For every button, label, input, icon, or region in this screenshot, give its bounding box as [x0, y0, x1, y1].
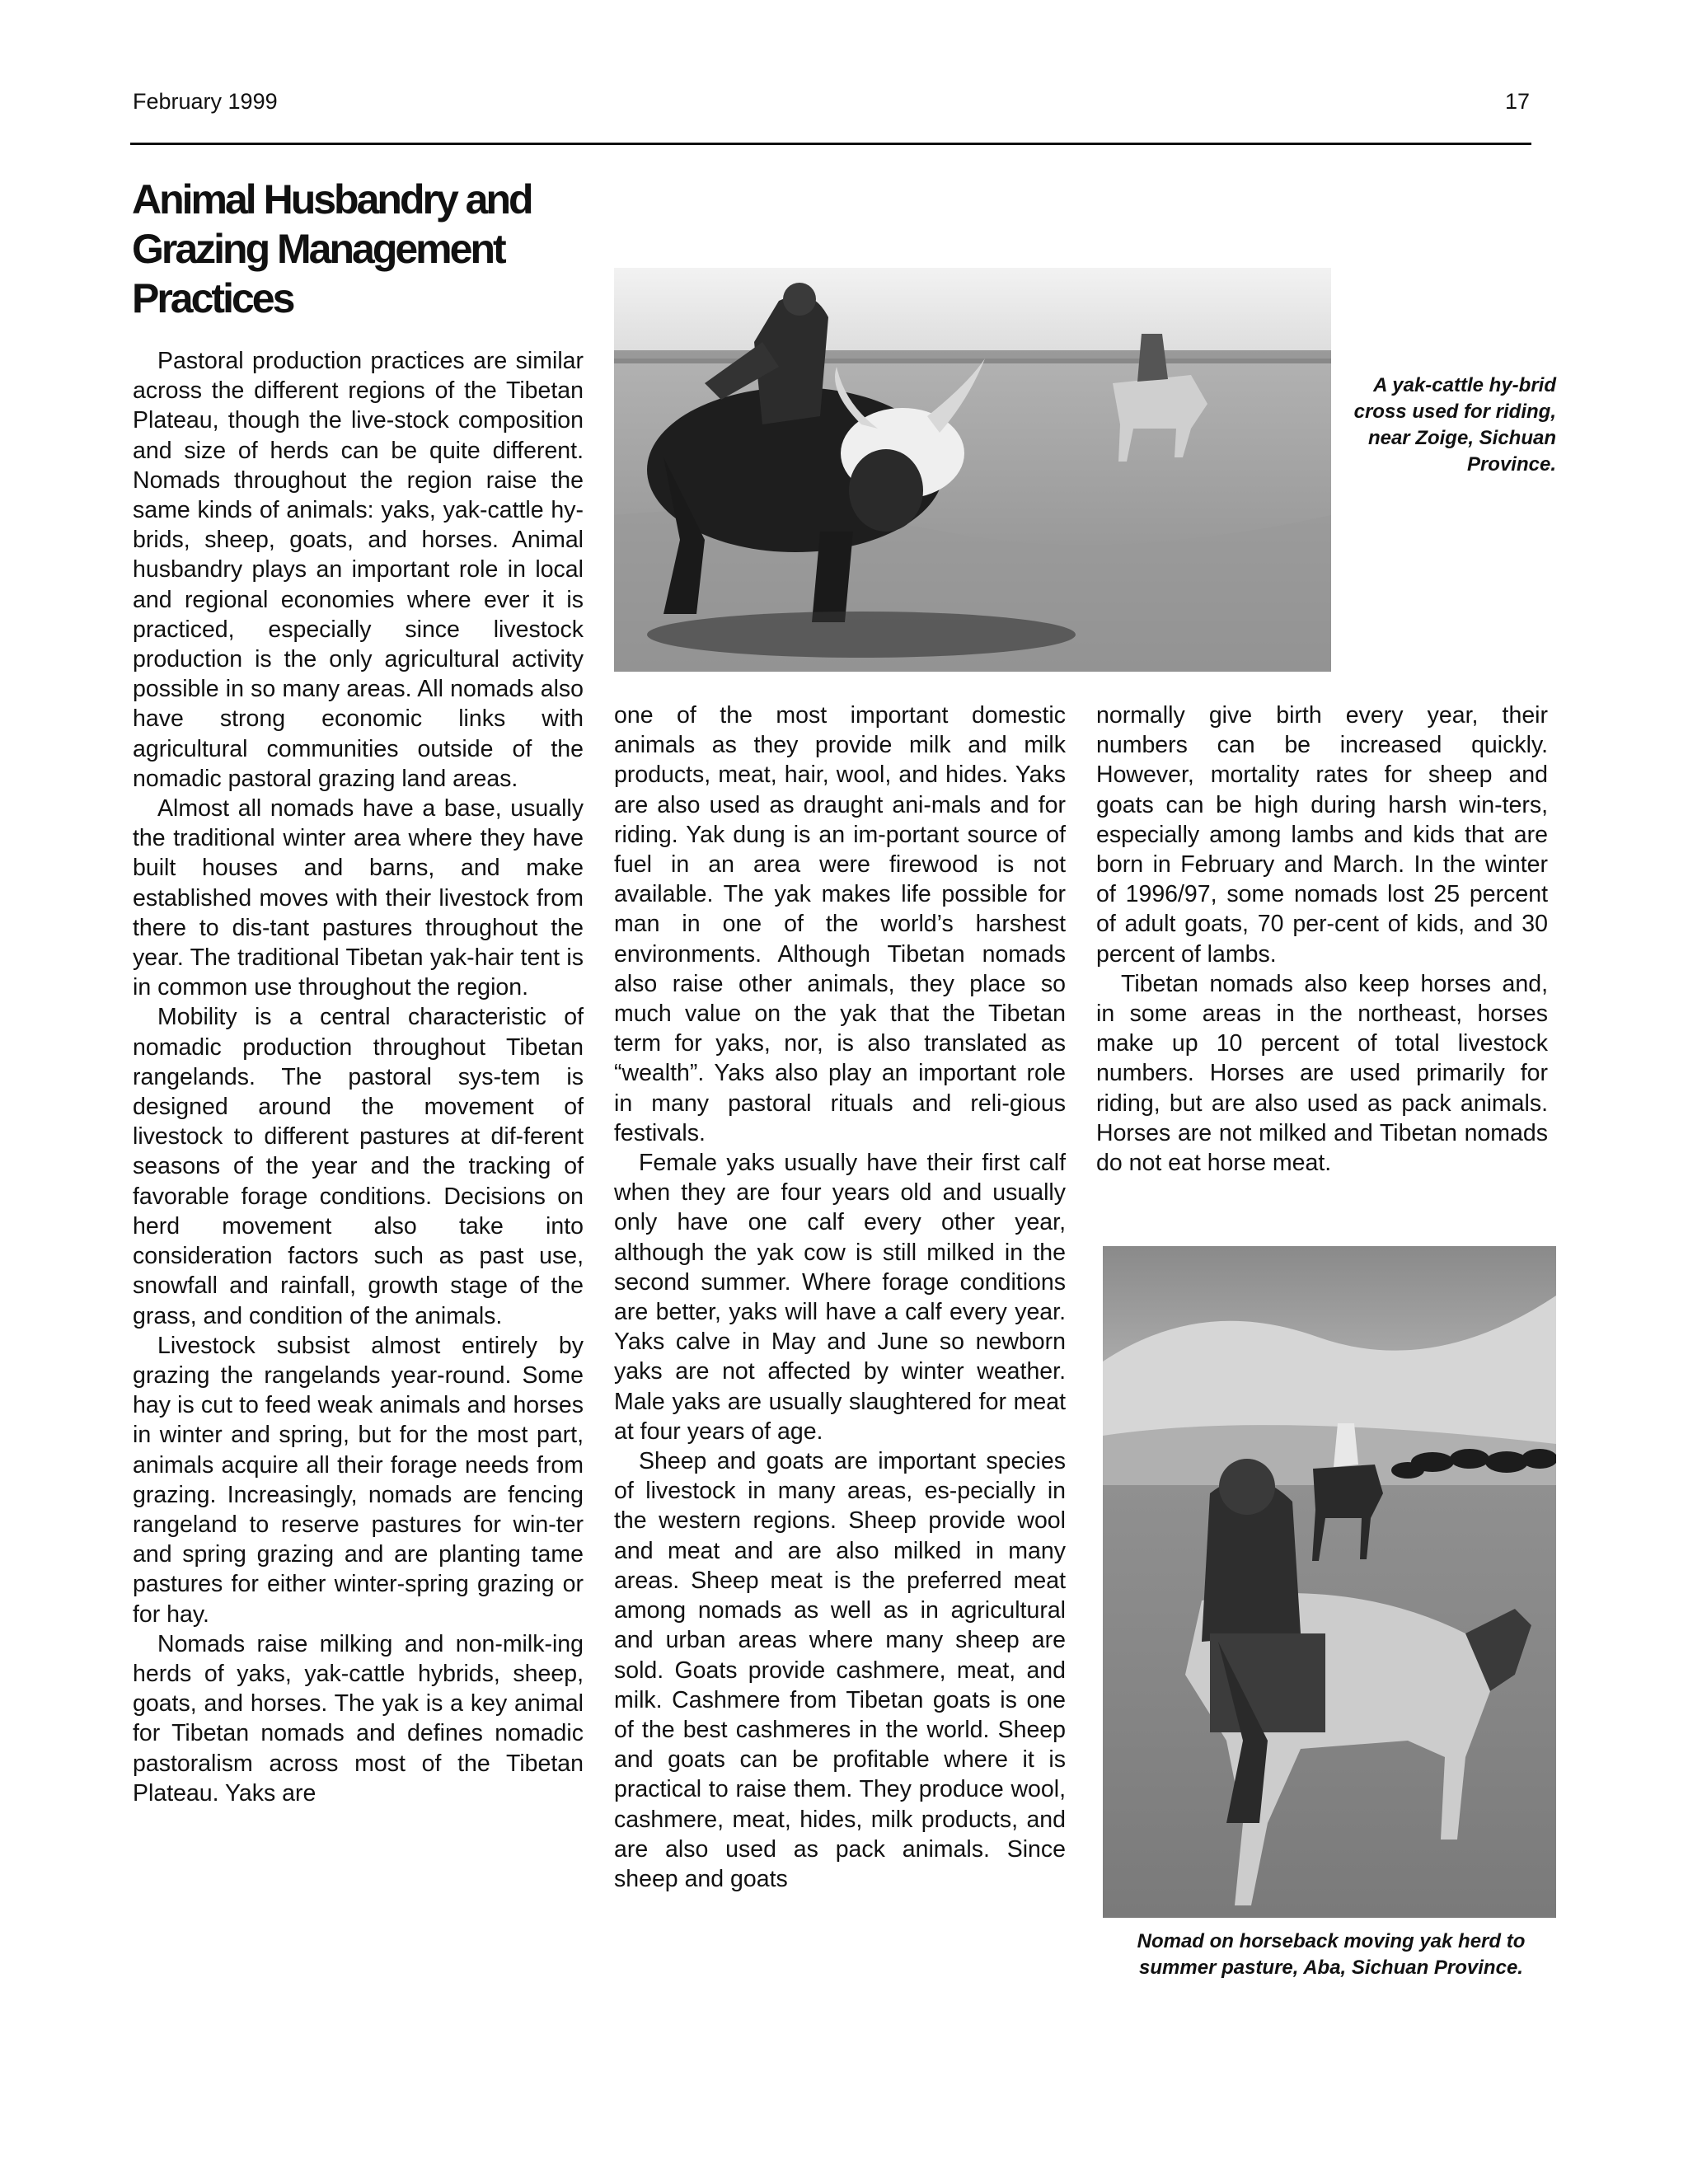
paragraph: Tibetan nomads also keep horses and, in some areas in the northeast, horses make up 10 percent of total livestock numbers. Horses are used primarily for riding, but are also used as pack animals. Horses are not milked and Tibetan nomads do not eat horse meat.: [1096, 970, 1548, 1177]
page-number: 17: [1505, 89, 1531, 114]
paragraph: one of the most important domestic animals as they provide milk and milk products, meat, hair, wool, and hides. Yaks are also used as draught ani-mals and for riding. Yak dung is an im-portant source of fuel in an area were firewood is not available. The yak makes life possible for man in one of the world’s harshest environments. Although Tibetan nomads also raise other animals, they place so much value on the yak that the Tibetan term for yaks, nor, is also translated as “wealth”. Yaks also play an important role in many pastoral rituals and reli-gious festivals.: [614, 702, 1066, 1146]
paragraph: Pastoral production practices are similar across the different regions of the Tibetan Plateau, though the live-stock composition and size of herds can be quite different. Nomads throughout the region raise the same kinds of animals: yaks, yak-cattle hy-brids, sheep, goats, and horses. Animal husbandry plays an important role in local and regional economies where ever it is practiced, especially since livestock production is the only agricultural activity possible in so many areas. All nomads also have strong economic links with agricultural communities outside of the nomadic pastoral grazing land areas.: [133, 348, 584, 792]
paragraph: Female yaks usually have their first calf when they are four years old and usually only have one calf every other year, although the yak cow is still milked in the second summer. Where forage conditions are better, yaks will have a calf every year. Yaks calve in May and June so newborn yaks are not affected by winter weather. Male yaks are usually slaughtered for meat at four years of age.: [614, 1150, 1066, 1445]
header-rule: [130, 143, 1531, 145]
paragraph: Sheep and goats are important species of livestock in many areas, es-pecially in the western regions. Sheep provide wool and meat and are also milked in many areas. Sheep meat is the preferred meat among nomads as well as in agricultural and urban areas where many sheep are sold. Goats provide cashmere, meat, and milk. Cashmere from Tibetan goats is one of the best cashmeres in the world. Sheep and goats can be profitable where it is practical to raise them. They produce wool, cashmere, meat, hides, milk products, and are also used as pack animals. Since sheep and goats: [614, 1448, 1066, 1892]
header-date: February 1999: [133, 89, 278, 114]
article-title: Animal Husbandry and Grazing Management Practices: [132, 176, 532, 321]
column-right: [1096, 701, 1548, 1178]
horseback-image: [1103, 1246, 1556, 1918]
paragraph: normally give birth every year, their numbers can be increased quickly. However, mortality rates for sheep and goats can be high during harsh win-ters, especially among lambs and kids that are born in February and March. In the winter of 1996/97, some nomads lost 25 percent of adult goats, 70 per-cent of kids, and 30 percent of lambs.: [1096, 702, 1548, 968]
yak-hybrid-photo: [614, 268, 1331, 672]
column-middle: [614, 701, 1066, 1894]
horseback-photo-caption: Nomad on horseback moving yak herd to summer pasture, Aba, Sichuan Province.: [1137, 1930, 1526, 1979]
yak-hybrid-image: [614, 268, 1331, 672]
yak-photo-caption: A yak-cattle hy-brid cross used for riding, near Zoige, Sichuan Province.: [1353, 374, 1556, 476]
paragraph: Livestock subsist almost entirely by grazing the rangelands year-round. Some hay is cut to feed weak animals and horses in winter and spring, but for the most part, animals acquire all their forage needs from grazing. Increasingly, nomads are fencing rangeland to reserve pastures for win-ter and spring grazing and are planting tame pastures for either winter-spring grazing or for hay.: [133, 1332, 584, 1628]
horseback-photo: [1103, 1246, 1556, 1918]
column-left: [133, 346, 584, 1808]
paragraph: Mobility is a central characteristic of nomadic production throughout Tibetan rangelands. The pastoral sys-tem is designed around the movement of livestock to different pastures at dif-ferent seasons of the year and the tracking of favorable forage conditions. Decisions on herd movement also take into consideration factors such as past use, snowfall and rainfall, growth stage of the grass, and condition of the animals.: [133, 1004, 584, 1329]
paragraph: Almost all nomads have a base, usually the traditional winter area where they have built houses and barns, and make established moves with their livestock from there to dis-tant pastures throughout the year. The traditional Tibetan yak-hair tent is in common use throughout the region.: [133, 795, 584, 1001]
paragraph: Nomads raise milking and non-milk-ing herds of yaks, yak-cattle hybrids, sheep, goats, and horses. The yak is a key animal for Tibetan nomads and defines nomadic pastoralism across most of the Tibetan Plateau. Yaks are: [133, 1630, 584, 1807]
